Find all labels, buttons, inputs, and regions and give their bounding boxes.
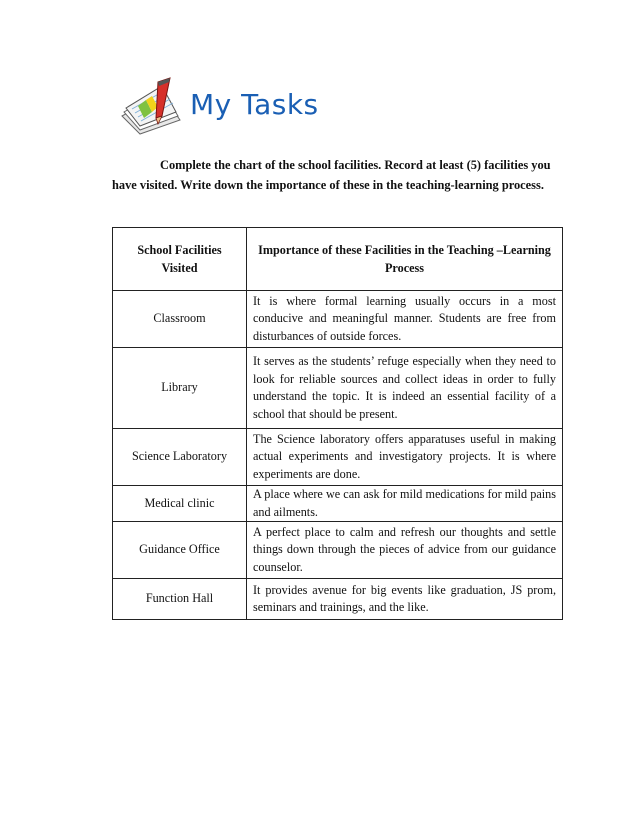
facility-importance: It is where formal learning usually occurs in a most conducive and meaningful manner. Students are free from disturbances of outside forces. (247, 291, 563, 348)
facility-name: Science Laboratory (113, 429, 247, 486)
instructions-line-1: Complete the chart of the school facilities. Record at least (5) facilities you (160, 158, 551, 172)
facility-importance: It provides avenue for big events like graduation, JS prom, seminars and trainings, and the like. (247, 579, 563, 620)
header-facilities-visited: School Facilities Visited (113, 228, 247, 291)
table-header-row (113, 228, 563, 291)
table-row (113, 579, 563, 620)
facility-importance: A perfect place to calm and refresh our thoughts and settle things down through the pieces of advice from our guidance counselor. (247, 522, 563, 579)
table-row (113, 291, 563, 348)
facility-importance: The Science laboratory offers apparatuses useful in making actual experiments and investigatory projects. It is where experiments are done. (247, 429, 563, 486)
instructions (112, 155, 562, 195)
notebook-pencil-icon (118, 76, 190, 136)
facilities-table (112, 227, 563, 620)
facility-importance: It serves as the students’ refuge especially when they need to look for reliable sources and collect ideas in order to fully understand the topic. It is indeed an essential facility of a school that should be present. (247, 348, 563, 429)
facility-name: Classroom (113, 291, 247, 348)
facility-name: Library (113, 348, 247, 429)
table-row (113, 486, 563, 522)
table-row (113, 429, 563, 486)
header-importance: Importance of these Facilities in the Teaching –Learning Process (247, 228, 563, 291)
facility-name: Guidance Office (113, 522, 247, 579)
page-header (118, 76, 338, 136)
page-title: My Tasks (190, 88, 319, 121)
facility-name: Medical clinic (113, 486, 247, 522)
instructions-line-2: have visited. Write down the importance of these in the teaching-learning process. (112, 178, 544, 192)
facility-importance: A place where we can ask for mild medications for mild pains and ailments. (247, 486, 563, 522)
table-row (113, 522, 563, 579)
table-row (113, 348, 563, 429)
facility-name: Function Hall (113, 579, 247, 620)
